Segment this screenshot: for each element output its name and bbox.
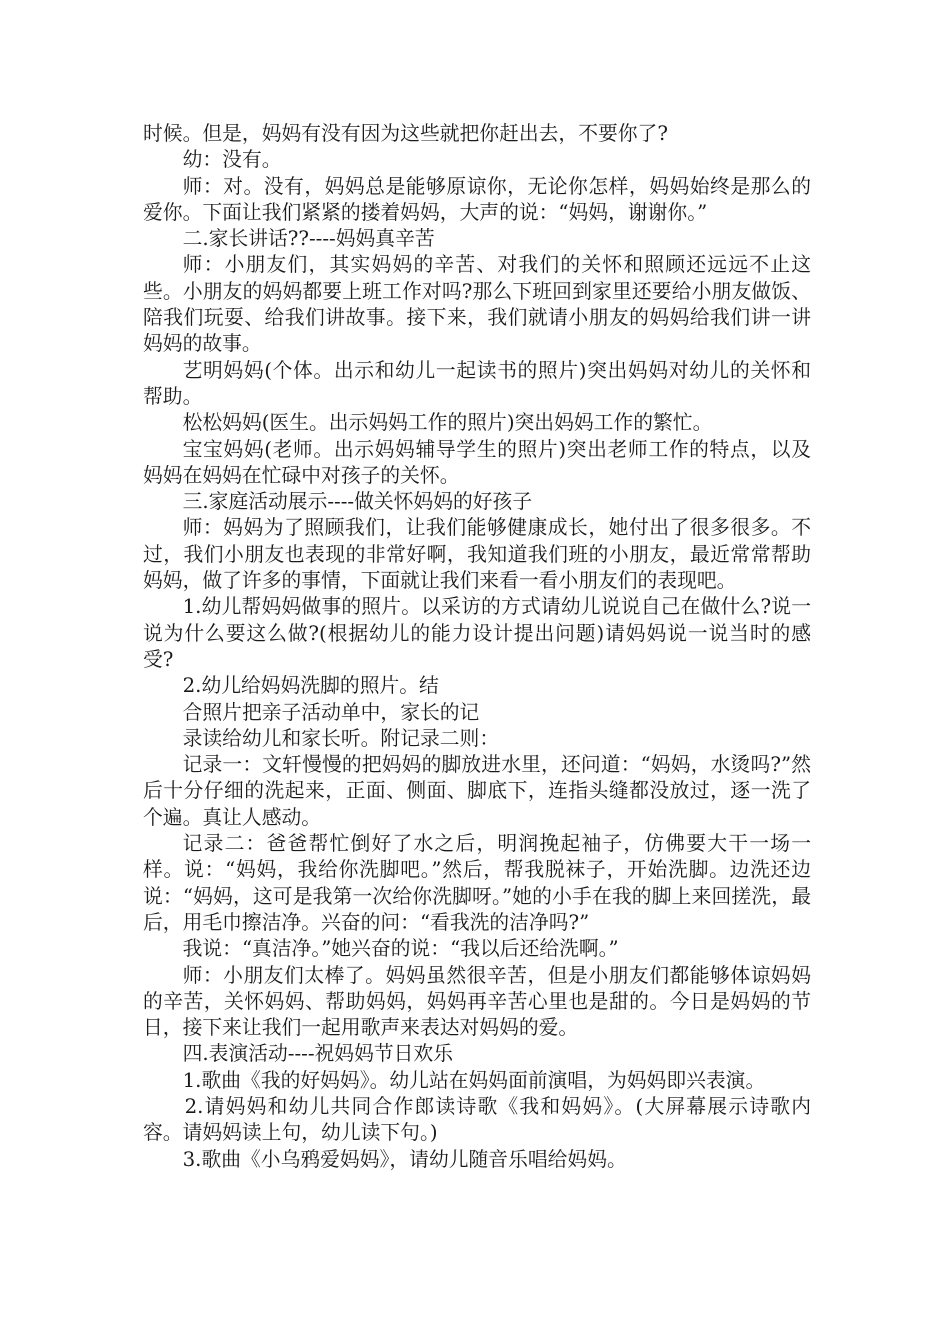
record-paragraph: 记录一：文轩慢慢的把妈妈的脚放进水里，还问道：“妈妈，水烫吗?”然后十分仔细的洗起来，正面、侧面、脚底下，连指头缝都没放过，逐一洗了个遍。真让人感动。 bbox=[143, 753, 811, 829]
paragraph: 宝宝妈妈(老师。出示妈妈辅导学生的照片)突出老师工作的特点，以及妈妈在妈妈在忙碌中对孩子的关怀。 bbox=[143, 437, 811, 487]
paragraph: 师：小朋友们，其实妈妈的辛苦、对我们的关怀和照顾还远远不止这些。小朋友的妈妈都要上班工作对吗?那么下班回到家里还要给小朋友做饭、陪我们玩耍、给我们讲故事。接下来，我们就请小朋友的妈妈给我们讲一讲妈妈的故事。 bbox=[143, 253, 811, 356]
paragraph: 松松妈妈(医生。出示妈妈工作的照片)突出妈妈工作的繁忙。 bbox=[182, 411, 713, 435]
list-item: 2.幼儿给妈妈洗脚的照片。结 bbox=[182, 674, 439, 698]
section-heading: 四.表演活动----祝妈妈节日欢乐 bbox=[182, 1042, 453, 1066]
list-item: 1.幼儿帮妈妈做事的照片。以采访的方式请幼儿说说自己在做什么?说一说为什么要这么做?(根据幼儿的能力设计提出问题)请妈妈说一说当时的感受? bbox=[143, 595, 811, 671]
paragraph: 合照片把亲子活动单中，家长的记 bbox=[182, 700, 480, 724]
section-heading: 二.家长讲话??----妈妈真辛苦 bbox=[182, 227, 435, 251]
document-body bbox=[143, 121, 811, 1173]
paragraph: 录读给幼儿和家长听。附记录二则： bbox=[182, 726, 500, 750]
paragraph: 我说：“真洁净。”她兴奋的说：“我以后还给洗啊。” bbox=[182, 937, 619, 961]
record-paragraph: 记录二：爸爸帮忙倒好了水之后，明润挽起袖子，仿佛要大干一场一样。说：“妈妈，我给你洗脚吧。”然后，帮我脱袜子，开始洗脚。边洗还边说：“妈妈，这可是我第一次给你洗脚呀。”她的小手在我的脚上来回搓洗，最后，用毛巾擦洁净。兴奋的问：“看我洗的洁净吗?” bbox=[143, 832, 811, 934]
paragraph: 师：对。没有，妈妈总是能够原谅你，无论你怎样，妈妈始终是那么的爱你。下面让我们紧紧的搂着妈妈，大声的说：“妈妈，谢谢你。” bbox=[143, 174, 811, 224]
paragraph: 幼：没有。 bbox=[182, 148, 282, 172]
list-item: 3.歌曲《小乌鸦爱妈妈》，请幼儿随音乐唱给妈妈。 bbox=[182, 1147, 627, 1171]
paragraph: 师：小朋友们太棒了。妈妈虽然很辛苦，但是小朋友们都能够体谅妈妈的辛苦，关怀妈妈、帮助妈妈，妈妈再辛苦心里也是甜的。今日是妈妈的节日，接下来让我们一起用歌声来表达对妈妈的爱。 bbox=[143, 963, 811, 1040]
list-item: 2.请妈妈和幼儿共同合作郎读诗歌《我和妈妈》。(大屏幕展示诗歌内容。请妈妈读上句，幼儿读下句。) bbox=[143, 1094, 811, 1145]
paragraph: 艺明妈妈(个体。出示和幼儿一起读书的照片)突出妈妈对幼儿的关怀和帮助。 bbox=[143, 358, 811, 408]
list-item: 1.歌曲《我的好妈妈》。幼儿站在妈妈面前演唱，为妈妈即兴表演。 bbox=[182, 1068, 766, 1092]
paragraph: 时候。但是，妈妈有没有因为这些就把你赶出去，不要你了? bbox=[143, 122, 668, 145]
section-heading: 三.家庭活动展示----做关怀妈妈的好孩子 bbox=[182, 490, 533, 514]
paragraph: 师：妈妈为了照顾我们，让我们能够健康成长，她付出了很多很多。不过，我们小朋友也表现的非常好啊，我知道我们班的小朋友，最近常常帮助妈妈，做了许多的事情，下面就让我们来看一看小朋友们的表现吧。 bbox=[143, 516, 811, 593]
